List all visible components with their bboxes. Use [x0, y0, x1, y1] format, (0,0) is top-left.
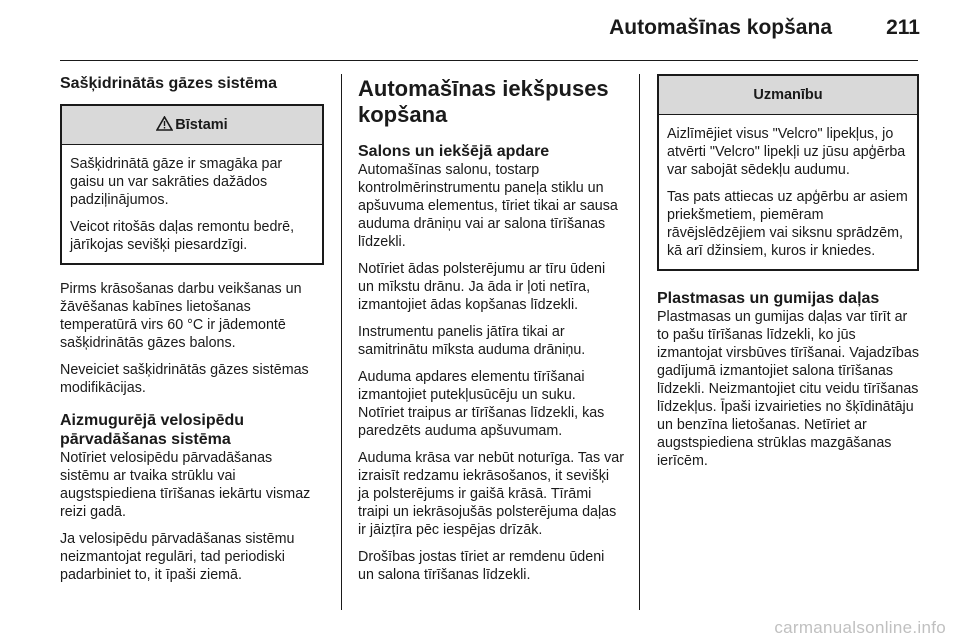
- subsection-heading-bike-carrier: Aizmugurējā velosipēdu pārvadāšanas sistēma: [60, 412, 245, 448]
- section-heading-interior-care: Automašīnas iekšpuses kopšana: [358, 76, 609, 127]
- body-paragraph: Instrumentu panelis jātīra tikai ar samitrinātu mīksta auduma drāniņu.: [358, 324, 586, 358]
- column-2: [358, 74, 624, 593]
- warning-paragraph: Sašķidrinātā gāze ir smagāka par gaisu un var sakrāties dažādos padziļinājumos.: [70, 156, 283, 208]
- column-divider-2: [639, 74, 640, 610]
- body-paragraph: Auduma apdares elementu tīrīšanai izmantojiet putekļusūcēju un suku. Notīriet traipus ar tīrīšanas līdzekli, kas paredzēts auduma apšuvumam.: [358, 369, 605, 439]
- notice-paragraph: Tas pats attiecas uz apģērbu ar asiem priekšmetiem, piemēram rāvējslēdzējiem vai siksnu sprādzēm, kā arī džinsiem, kuros ir kniedes.: [667, 189, 908, 259]
- warning-triangle-icon: [156, 116, 173, 131]
- warning-paragraph: Veicot ritošās daļas remontu bedrē, jārīkojas sevišķi piesardzīgi.: [70, 219, 295, 253]
- body-paragraph: Plastmasas un gumijas daļas var tīrīt ar to pašu tīrīšanas līdzekli, ko jūs izmantojat virsbūves tīrīšanai. Vajadzības gadījumā izmantojiet salona tīrīšanas līdzekli. Neizmantojiet citu veidu tīrīšanas līdzekļus. Īpaši izvairieties no šķīdinātāju un benzīna lietošanas. Netīriet ar augstspiediena strūklas mazgāšanas ierīcēm.: [657, 309, 919, 469]
- subsection-heading-plastic-rubber: Plastmasas un gumijas daļas: [657, 290, 880, 307]
- body-paragraph: Ja velosipēdu pārvadāšanas sistēmu neizmantojat regulāri, tad periodiski padarbiniet to, it īpaši ziemā.: [60, 531, 295, 583]
- warning-box-header: [62, 106, 322, 145]
- warning-box: [60, 104, 324, 265]
- body-paragraph: Automašīnas salonu, tostarp kontrolmērinstrumentu paneļa stiklu un apšuvuma elementus, tīriet tikai ar sausa auduma drāniņu vai ar salona tīrīšanas līdzekli.: [358, 162, 618, 250]
- page-number: 211: [886, 16, 920, 39]
- subsection-heading-interior: Salons un iekšējā apdare: [358, 143, 550, 160]
- section-heading-lpg: Sašķidrinātās gāzes sistēma: [60, 75, 278, 92]
- column-1: [60, 74, 324, 593]
- notice-title: Uzmanību: [753, 87, 823, 103]
- running-header-title: Automašīnas kopšana: [609, 16, 832, 39]
- column-divider-1: [341, 74, 342, 610]
- notice-box-body: [659, 115, 917, 260]
- header-divider: [60, 60, 918, 61]
- body-paragraph: Drošības jostas tīriet ar remdenu ūdeni un salona tīrīšanas līdzekli.: [358, 549, 605, 583]
- watermark: carmanualsonline.info: [774, 618, 946, 637]
- warning-title: Bīstami: [175, 117, 228, 133]
- notice-paragraph: Aizlīmējiet visus "Velcro" lipekļus, jo atvērti "Velcro" lipekļi uz jūsu apģērba var sabojāt sēdekļu audumu.: [667, 126, 906, 178]
- notice-box: [657, 74, 919, 271]
- notice-box-header: [659, 76, 917, 115]
- body-paragraph: Auduma krāsa var nebūt noturīga. Tas var izraisīt redzamu iekrāsošanos, it sevišķi ja polsterējums ir gaišā krāsā. Tīrāmi traipi un iekrāsojušās polsterējuma daļas ir jāizțīra pēc iespējas drīzāk.: [358, 450, 624, 538]
- body-paragraph: Neveiciet sašķidrinātās gāzes sistēmas modifikācijas.: [60, 362, 309, 396]
- warning-box-body: [62, 145, 322, 254]
- column-3: [657, 74, 919, 479]
- body-paragraph: Notīriet velosipēdu pārvadāšanas sistēmu ar tvaika strūklu vai augstspiediena tīrīšanas iekārtu vismaz reizi gadā.: [60, 450, 311, 520]
- body-paragraph: Notīriet ādas polsterējumu ar tīru ūdeni un mīkstu drānu. Ja āda ir ļoti netīra, izmantojiet ādas kopšanas līdzekli.: [358, 261, 606, 313]
- body-paragraph: Pirms krāsošanas darbu veikšanas un žāvēšanas kabīnes lietošanas temperatūrā virs 60 °C ir jādemontē sašķidrinātās gāzes balons.: [60, 281, 302, 351]
